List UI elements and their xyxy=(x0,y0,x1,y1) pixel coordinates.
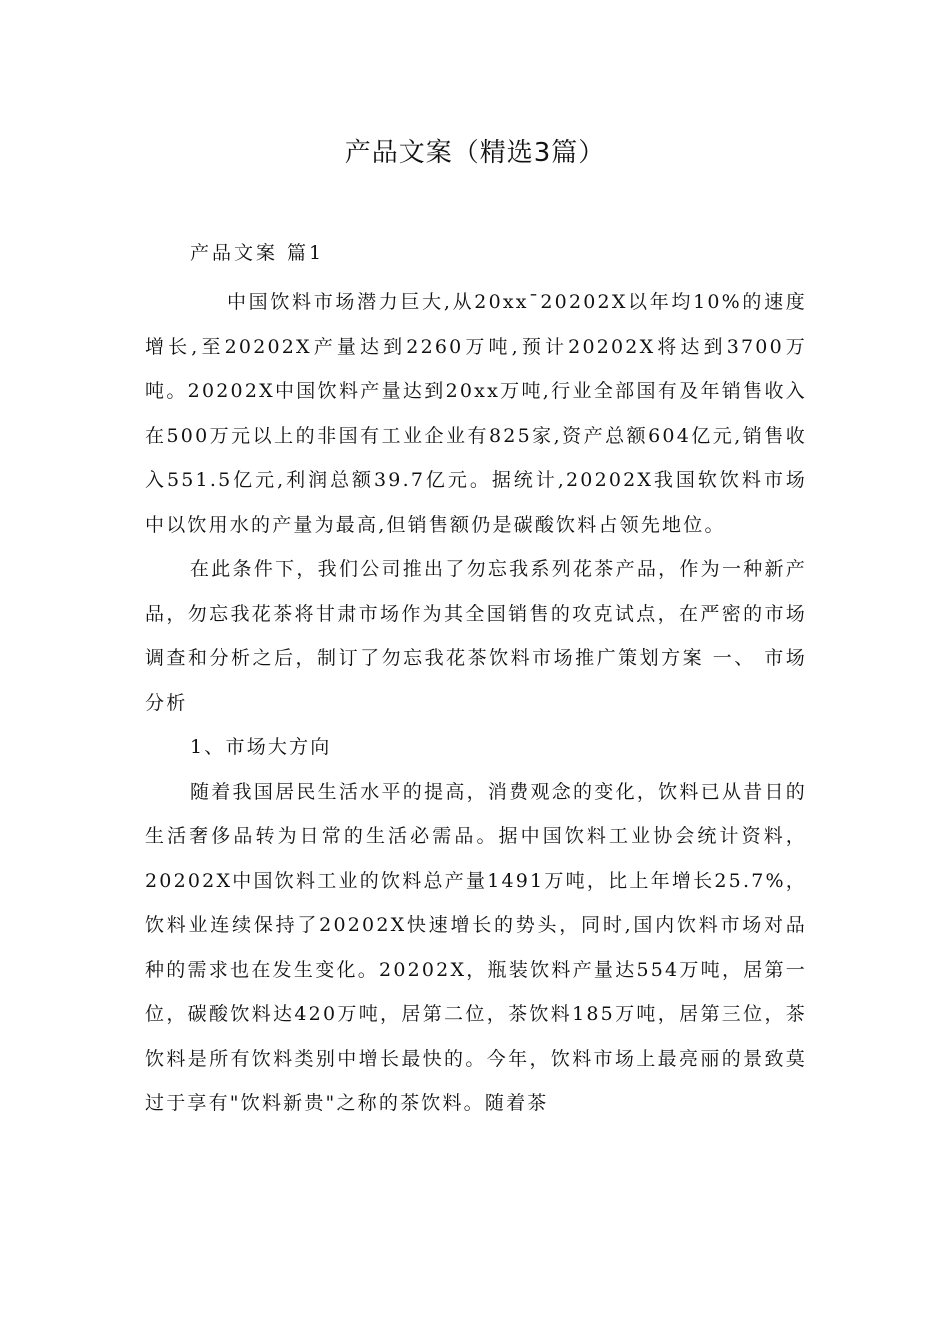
document-title: 产品文案（精选3篇） xyxy=(344,138,606,168)
section-heading: 产品文案 篇1 xyxy=(190,242,325,264)
paragraph-market-trend: 随着我国居民生活水平的提高，消费观念的变化，饮料已从昔日的生活奢侈品转为日常的生活必需品。据中国饮料工业协会统计资料，20202X中国饮料工业的饮料总产量1491万吨，比上年增长25.7%，饮料业连续保持了20202X快速增长的势头，同时,国内饮料市场对品种的需求也在发生变化。20202X，瓶装饮料产量达554万吨，居第一位，碳酸饮料达420万吨，居第二位，茶饮料185万吨，居第三位，茶饮料是所有饮料类别中增长最快的。今年，饮料市场上最亮丽的景致莫过于享有"饮料新贵"之称的茶饮料。随着茶 xyxy=(145,780,807,1114)
document-body xyxy=(145,280,807,1126)
paragraph-market-potential: 中国饮料市场潜力巨大,从20xx¯20202X以年均10%的速度增长,至20202X产量达到2260万吨,预计20202X将达到3700万吨。20202X中国饮料产量达到20xx万吨,行业全部国有及年销售收入在500万元以上的非国有工业企业有825家,资产总额604亿元,销售收入551.5亿元,利润总额39.7亿元。据统计,20202X我国软饮料市场中以饮用水的产量为最高,但销售额仍是碳酸饮料占领先地位。 xyxy=(145,291,807,536)
paragraph-product-launch: 在此条件下，我们公司推出了勿忘我系列花茶产品，作为一种新产品，勿忘我花茶将甘肃市场作为其全国销售的攻克试点，在严密的市场调查和分析之后，制订了勿忘我花茶饮料市场推广策划方案 一、 市场分析 xyxy=(145,558,807,714)
subheading-market-direction: 1、市场大方向 xyxy=(190,736,332,758)
